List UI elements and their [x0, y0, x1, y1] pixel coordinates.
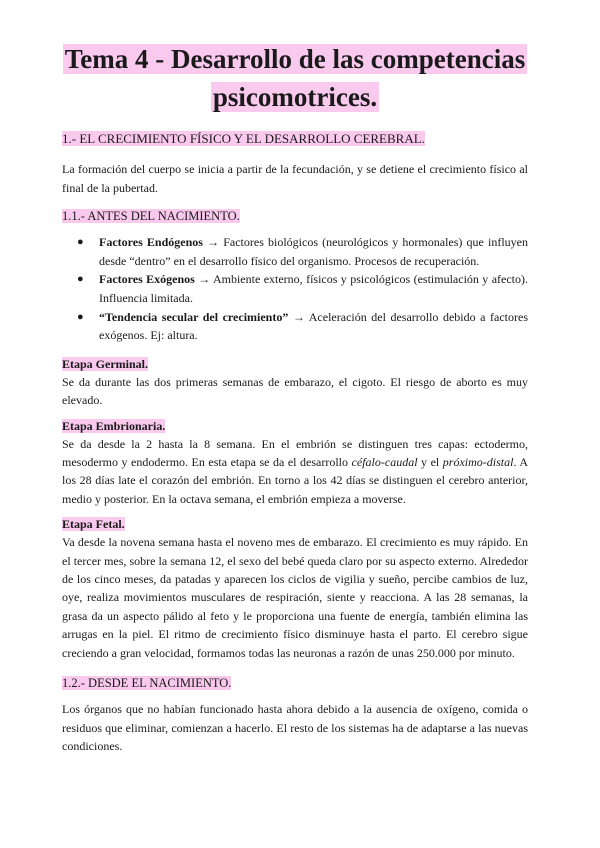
title-line-1: Tema 4 - Desarrollo de las competencias — [64, 44, 526, 74]
stage-fetal-heading-text: Etapa Fetal. — [62, 517, 125, 532]
embrionaria-term-2: próximo-distal — [442, 454, 514, 469]
bullet-icon: ● — [77, 236, 84, 249]
list-item — [62, 308, 528, 345]
list-item — [62, 270, 528, 307]
stage-embrionaria-heading — [62, 417, 528, 435]
bullet-term: Factores Exógenos — [99, 272, 195, 287]
bullet-term: Factores Endógenos — [99, 235, 203, 250]
embrionaria-text-1: Se da desde la 2 hasta la 8 semana. En el embrión se distinguen tres capas: ectodermo, mesodermo y endodermo. En esta etapa se da el desarrollo — [62, 436, 528, 469]
stage-fetal-heading — [62, 515, 528, 533]
stage-fetal-paragraph: Va desde la novena semana hasta el noveno mes de embarazo. El crecimiento es muy rápido. En el tercer mes, sobre la semana 12, el sexo del bebé queda claro por su aspecto externo. Alrededor de los cinco meses, da patadas y aparecen los ciclos de vigilia y sueño, percibe cambios de luz, oye, realiza movimientos musculares de respiración, siente y reacciona. A las 28 semanas, la grasa da un aspecto pálido al feto y le proporciona una fuente de energía, también elimina las arrugas en la piel. El ritmo de crecimiento físico disminuye hasta el parto. El cerebro sigue creciendo a gran velocidad, formamos todas las neuronas a razón de unas 250.000 por minuto. — [62, 535, 528, 660]
section-1-2-paragraph: Los órganos que no habían funcionado hasta ahora debido a la ausencia de oxígeno, comida o residuos que eliminar, comienzan a hacerlo. El resto de los sistemas ha de adaptarse a las nuevas condiciones. — [62, 702, 528, 754]
embrionaria-text-3: . A los 28 días late el corazón del embrión. En torno a los 42 días se distinguen el cerebro anterior, medio y posterior. En la octava semana, el embrión empieza a moverse. — [62, 454, 529, 506]
page-title — [62, 40, 528, 116]
embrionaria-term-1: céfalo-caudal — [351, 454, 418, 469]
bullet-text: → Factores biológicos (neurológicos y hormonales) que influyen desde “dentro” en el desarrollo físico del organismo. Procesos de recuperación. — [99, 235, 528, 268]
stage-germinal-paragraph: Se da durante las dos primeras semanas de embarazo, el cigoto. El riesgo de aborto es muy elevado. — [62, 374, 528, 408]
bullet-text: → Ambiente externo, físicos y psicológicos (estimulación y afecto). Influencia limitada. — [99, 272, 528, 305]
section-1-paragraph: La formación del cuerpo se inicia a partir de la fecundación, y se detiene el crecimiento físico al final de la pubertad. — [62, 162, 528, 195]
bullet-text: → Aceleración del desarrollo debido a factores exógenos. Ej: altura. — [99, 309, 528, 343]
section-1-1-heading — [62, 207, 528, 225]
stage-germinal-heading — [62, 355, 528, 373]
bullet-icon: ● — [77, 273, 84, 286]
title-line-2: psicomotrices. — [212, 82, 378, 112]
list-item — [62, 233, 528, 270]
stage-germinal-heading-text: Etapa Germinal. — [62, 356, 148, 371]
document-page — [62, 40, 528, 766]
bullet-icon: ● — [77, 310, 84, 323]
factors-list — [62, 233, 528, 345]
stage-embrionaria-paragraph — [62, 435, 528, 509]
embrionaria-text-2: y el — [417, 454, 443, 469]
bullet-term: “Tendencia secular del crecimiento” — [99, 309, 289, 324]
stage-embrionaria-heading-text: Etapa Embrionaria. — [62, 418, 166, 433]
section-1-2-heading-text: 1.2.- DESDE EL NACIMIENTO. — [62, 676, 232, 691]
section-1-heading — [62, 130, 528, 148]
section-1-1-heading-text: 1.1.- ANTES DEL NACIMIENTO. — [62, 209, 240, 224]
section-1-2-heading — [62, 674, 528, 692]
section-1-heading-text: 1.- EL CRECIMIENTO FÍSICO Y EL DESARROLLO CEREBRAL. — [62, 131, 425, 146]
